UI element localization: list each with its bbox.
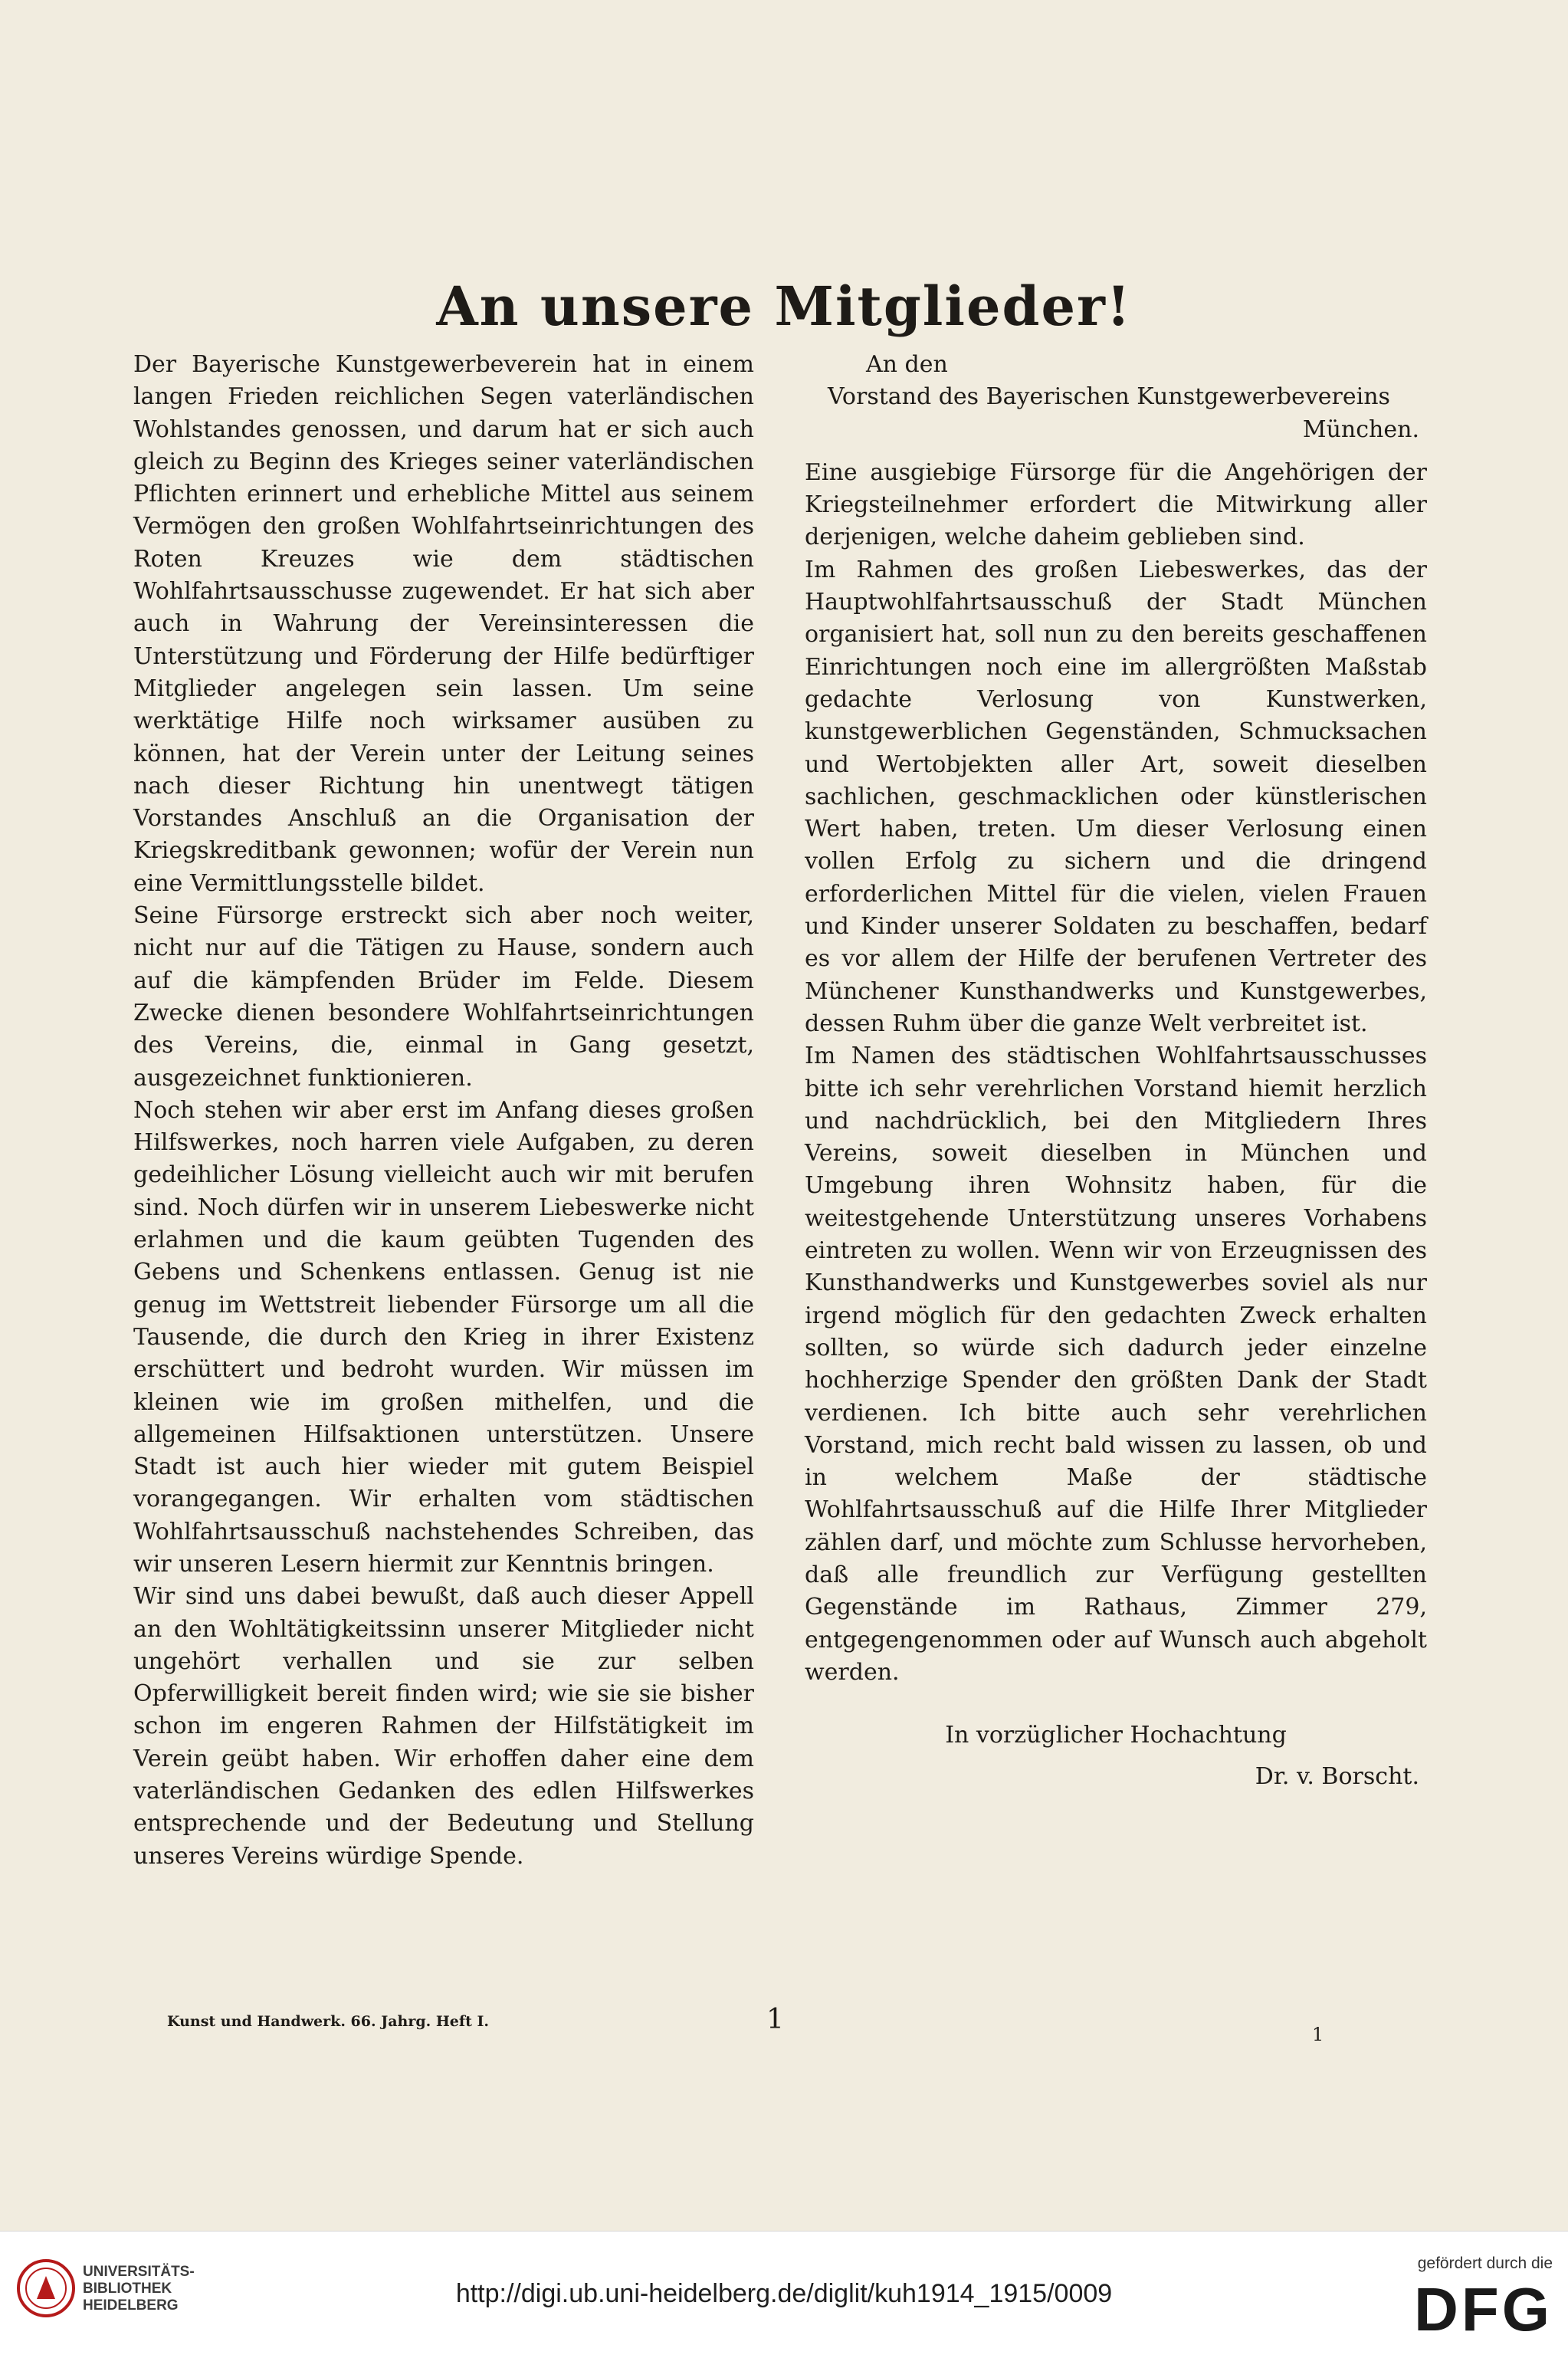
letter-address-line: Vorstand des Bayerischen Kunstgewerbevereins [828, 383, 1390, 411]
paragraph: Der Bayerische Kunstgewerbeverein hat in einem langen Frieden reichlichen Segen vaterländischen Wohlstandes genossen, und darum hat er sich auch gleich zu Beginn des Krieges seiner vaterländischen Pflichten erinnert und erhebliche Mittel aus seinem Vermögen den großen Wohlfahrtseinrichtungen des Roten Kreuzes wie dem städtischen Wohlfahrtsausschusse zugewendet. Er hat sich aber auch in Wahrung der Vereinsinteressen die Unterstützung und Förderung der Hilfe bedürftiger Mitglieder angelegen sein lassen. Um seine werktätige Hilfe noch wirksamer ausüben zu können, hat der Verein unter der Leitung seines nach dieser Richtung hin unentwegt tätigen Vorstandes Anschluß an die Organisation der Kriegskreditbank gewonnen; wofür der Verein nun eine Vermittlungsstelle bildet. [133, 351, 754, 897]
letter-paragraph: Eine ausgiebige Fürsorge für die Angehörigen der Kriegsteilnehmer erfordert die Mitwirkung aller derjenigen, welche daheim geblieben sind. [805, 458, 1427, 551]
page-number: 1 [1312, 2024, 1324, 2045]
paragraph: Seine Fürsorge erstreckt sich aber noch weiter, nicht nur auf die Tätigen zu Hause, sondern auch auf die kämpfenden Brüder im Felde. Diesem Zwecke dienen besondere Wohlfahrtseinrichtungen des Vereins, die, einmal in Gang gesetzt, ausgezeichnet funktionieren. [133, 902, 754, 1092]
permalink-url[interactable]: http://digi.ub.uni-heidelberg.de/diglit/kuh1914_1915/0009 [455, 2279, 1113, 2308]
letter-signature: Dr. v. Borscht. [1255, 1763, 1419, 1791]
paragraph: Noch stehen wir aber erst im Anfang dieses großen Hilfswerkes, noch harren viele Aufgaben, zu deren gedeihlicher Lösung vielleicht auch wir mit berufen sind. Noch dürfen wir in unserem Liebeswerke nicht erlahmen und die kaum geübten Tugenden des Gebens und Schenkens entlassen. Genug ist nie genug im Wettstreit liebender Fürsorge um all die Tausende, die durch den Krieg in ihrer Existenz erschüttert und bedroht wurden. Wir müssen im kleinen wie im großen mithelfen, und die allgemeinen Hilfsaktionen unterstützen. Unsere Stadt ist auch hier wieder mit gutem Beispiel vorangegangen. Wir erhalten vom städtischen Wohlfahrtsausschuß nachstehendes Schreiben, das wir unseren Lesern hiermit zur Kenntnis bringen. [133, 1096, 754, 1578]
letter-address-line: An den [866, 351, 948, 378]
viewer-footer-bar [0, 2231, 1568, 2358]
funded-by-text: gefördert durch die [1417, 2255, 1553, 2272]
dfg-logo[interactable]: DFG [1414, 2275, 1553, 2343]
library-name-line: HEIDELBERG [83, 2297, 179, 2314]
letter-closing: In vorzüglicher Hochachtung [945, 1722, 1287, 1749]
letter-paragraph: Im Rahmen des großen Liebeswerkes, das der Hauptwohlfahrtsausschuß der Stadt München organisiert hat, soll nun zu den bereits geschaffenen Einrichtungen noch eine im allergrößten Maßstab gedachte Verlosung von Kunstwerken, kunstgewerblichen Gegenständen, Schmucksachen und Wertobjekten aller Art, soweit dieselben sachlichen, geschmacklichen oder künstlerischen Wert haben, treten. Um dieser Verlosung einen vollen Erfolg zu sichern und die dringend erforderlichen Mittel für die vielen, vielen Frauen und Kinder unserer Soldaten zu beschaffen, bedarf es vor allem der Hilfe der berufenen Vertreter des Münchener Kunsthandwerks und Kunstgewerbes, dessen Ruhm über die ganze Welt verbreitet ist. [805, 556, 1427, 1037]
paragraph: Wir sind uns dabei bewußt, daß auch dieser Appell an den Wohltätigkeitssinn unserer Mitglieder nicht ungehört verhallen und sie zur selben Opferwilligkeit bereit finden wird; wie sie sie bisher schon im engeren Rahmen der Hilfstätigkeit im Verein geübt haben. Wir erhoffen daher eine dem vaterländischen Gedanken des edlen Hilfswerkes entsprechende und der Bedeutung und Stellung unseres Vereins würdige Spende. [133, 1583, 754, 1870]
journal-footer: Kunst und Handwerk. 66. Jahrg. Heft I. [167, 2013, 489, 2030]
library-name-line: UNIVERSITÄTS- [83, 2264, 195, 2280]
letter-paragraph: Im Namen des städtischen Wohlfahrtsausschusses bitte ich sehr verehrlichen Vorstand hiemit herzlich und nachdrücklich, bei den Mitgliedern Ihres Vereins, soweit dieselben in München und Umgebung ihren Wohnsitz haben, für die weitestgehende Unterstützung unseres Vorhabens eintreten zu wollen. Wenn wir von Erzeugnissen des Kunsthandwerks und Kunstgewerbes soviel als nur irgend möglich für den gedachten Zweck erhalten sollten, so würde sich dadurch jeder einzelne hochherzige Spender den größten Dank der Stadt verdienen. Ich bitte auch sehr verehrlichen Vorstand, mich recht bald wissen zu lassen, ob und in welchem Maße der städtische Wohlfahrtsausschuß auf die Hilfe Ihrer Mitglieder zählen darf, und möchte zum Schlusse hervorheben, daß alle freundlich zur Verfügung gestellten Gegenstände im Rathaus, Zimmer 279, entgegengenommen oder auf Wunsch auch abgeholt werden. [805, 1043, 1427, 1686]
left-column [133, 349, 754, 1873]
library-name-line: BIBLIOTHEK [83, 2281, 172, 2297]
letter-address-city: München. [1302, 415, 1419, 443]
letter-column [805, 349, 1427, 1794]
signature-mark: 1 [766, 2004, 784, 2035]
page-title: An unsere Mitglieder! [436, 274, 1132, 338]
